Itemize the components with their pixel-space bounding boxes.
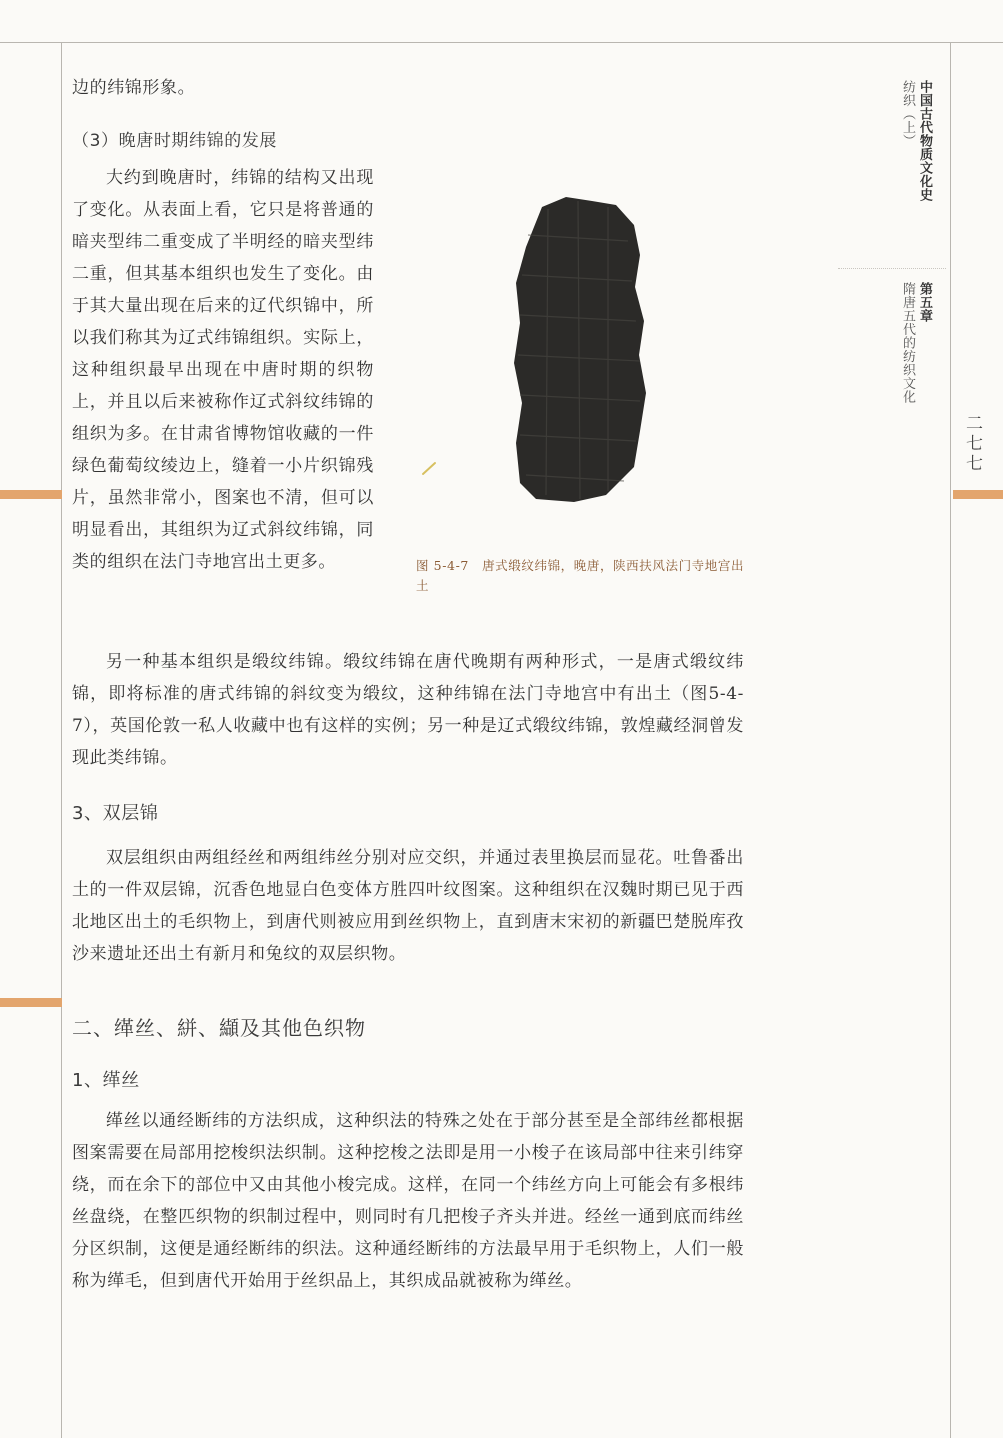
left-chapter-tab: [0, 490, 62, 499]
section-heading-kesi: 二、缂丝、絣、纈及其他色织物: [72, 1016, 366, 1040]
fabric-fragment-photo: [508, 195, 658, 505]
paragraph-late-tang: 大约到晚唐时，纬锦的结构又出现了变化。从表面上看，它只是将普通的暗夹型纬二重变成了半明经的暗夹型纬二重，但其基本组织也发生了变化。由于其大量出现在后来的辽代织锦中，所以我们称其为辽式纬锦组织。实际上，这种组织最早出现在中唐时期的织物上，并且以后来被称作辽式斜纹纬锦的组织为多。在甘肃省博物馆收藏的一件绿色葡萄纹绫边上，缝着一小片织锦残片，虽然非常小，图案也不清，但可以明显看出，其组织为辽式斜纹纬锦，同类的组织在法门寺地宫出土更多。: [72, 168, 374, 572]
color-speck: [420, 458, 440, 478]
heading-double-layer: 3、双层锦: [72, 803, 159, 824]
body-text-main: [72, 646, 744, 1297]
paragraph-satin-weft: 另一种基本组织是缎纹纬锦。缎纹纬锦在唐代晚期有两种形式，一是唐式缎纹纬锦，即将标准的唐式纬锦的斜纹变为缎纹，这种纬锦在法门寺地宫中有出土（图5-4-7），英国伦敦一私人收藏中也有这样的实例；另一种是辽式缎纹纬锦，敦煌藏经洞曾发现此类纬锦。: [72, 652, 744, 768]
heading-kesi: 1、缂丝: [72, 1070, 140, 1091]
book-title: 中国古代物质文化史: [917, 80, 932, 202]
right-chapter-tab: [953, 490, 1003, 499]
figure-caption: 图 5-4-7 唐式缎纹纬锦，晚唐，陕西扶风法门寺地宫出土: [416, 558, 745, 593]
right-margin-rule: [950, 43, 951, 1438]
body-text-top: [72, 72, 744, 157]
left-section-tab: [0, 998, 62, 1007]
paragraph-double-layer: 双层组织由两组经丝和两组纬丝分别对应交织，并通过表里换层而显花。吐鲁番出土的一件双层锦，沉香色地显白色变体方胜四叶纹图案。这种组织在汉魏时期已见于西北地区出土的毛织物上，到唐代则被应用到丝织物上，直到唐末宋初的新疆巴楚脱库孜沙来遗址还出土有新月和兔纹的双层织物。: [72, 848, 744, 964]
volume-label: 纺织（上）: [900, 80, 915, 148]
chapter-title: 隋唐五代的纺织文化: [900, 282, 915, 404]
page-number: 二七七: [962, 414, 982, 474]
body-text-column: [72, 162, 374, 578]
paragraph-intro: 边的纬锦形象。: [72, 78, 196, 98]
left-margin-rule: [61, 43, 62, 1438]
subheading-late-tang: （3）晚唐时期纬锦的发展: [72, 131, 278, 151]
top-rule: [0, 42, 1003, 43]
chapter-number: 第五章: [917, 282, 932, 323]
running-head-divider: [838, 268, 946, 269]
paragraph-kesi: 缂丝以通经断纬的方法织成，这种织法的特殊之处在于部分甚至是全部纬丝都根据图案需要在局部用挖梭织法织制。这种挖梭之法即是用一小梭子在该局部中往来引纬穿绕，而在余下的部位中又由其他小梭完成。这样，在同一个纬丝方向上可能会有多根纬丝盘绕，在整匹织物的织制过程中，则同时有几把梭子齐头并进。经丝一通到底而纬丝分区织制，这便是通经断纬的织法。这种通经断纬的方法最早用于毛织物上，人们一般称为缂毛，但到唐代开始用于丝织品上，其织成品就被称为缂丝。: [72, 1111, 744, 1291]
